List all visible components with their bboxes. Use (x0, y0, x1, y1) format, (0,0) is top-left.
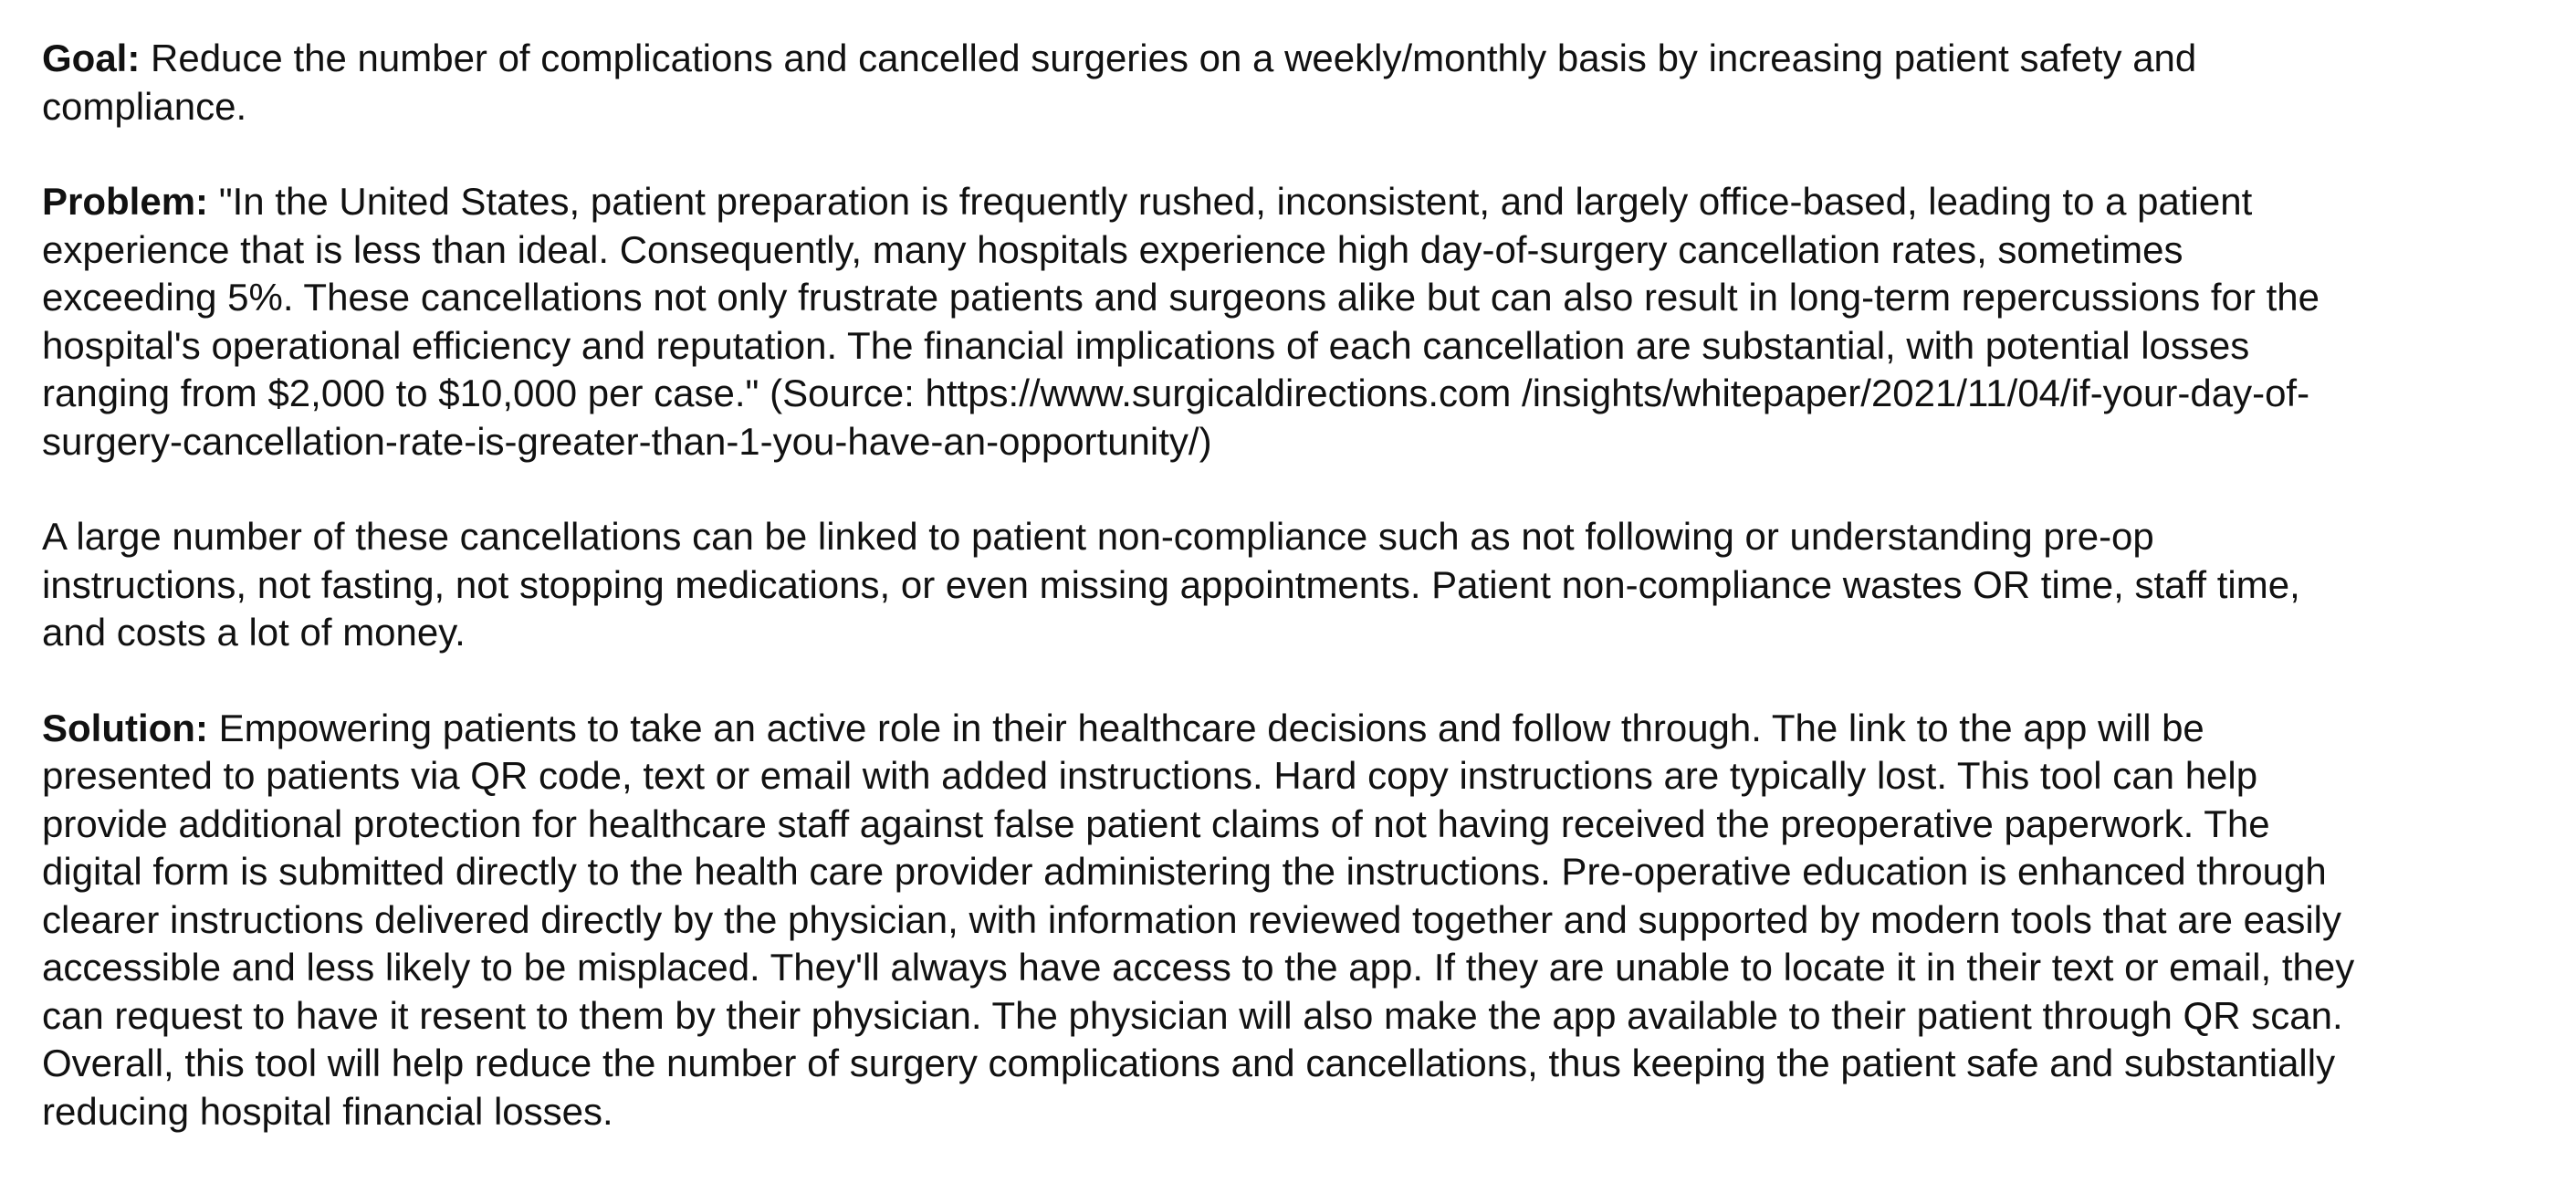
problem-text: "In the United States, patient preparation is frequently rushed, inconsistent, and largely office-based, leading to a patient experience that is less than ideal. Consequently, many hospitals experience high day-of-surgery cancellation rates, sometimes exceeding 5%. These cancellations not only frustrate patients and surgeons alike but can also result in long-term repercussions for the hospital's operational efficiency and reputation. The financial implications of each cancellation are substantial, with potential losses ranging from $2,000 to $10,000 per case." (Source: https://www.surgicaldirections.com /insights/whitepaper/2021/11/04/if-your-day-of- surgery-cancellation-rate-is-greater-than-1-you-have-an-opportunity/) (42, 180, 2319, 463)
goal-text: Reduce the number of complications and cancelled surgeries on a weekly/monthly basis by increasing patient safety and compliance. (42, 37, 2197, 128)
noncompliance-text: A large number of these cancellations can be linked to patient non-compliance such as not following or understanding pre-op instructions, not fasting, not stopping medications, or even missing appointments. Patient non-compliance wastes OR time, staff time, and costs a lot of money. (42, 515, 2300, 654)
problem-paragraph (42, 178, 2561, 466)
document-body (42, 35, 2561, 1183)
solution-text: Empowering patients to take an active role in their healthcare decisions and follow through. The link to the app will be presented to patients via QR code, text or email with added instructions. Hard copy instructions are typically lost. This tool can help provide additional protection for healthcare staff against false patient claims of not having received the preoperative paperwork. The digital form is submitted directly to the health care provider administering the instructions. Pre-operative education is enhanced through clearer instructions delivered directly by the physician, with information reviewed together and supported by modern tools that are easily accessible and less likely to be misplaced. They'll always have access to the app. If they are unable to locate it in their text or email, they can request to have it resent to them by their physician. The physician will also make the app available to their patient through QR scan. Overall, this tool will help reduce the number of surgery complications and cancellations, thus keeping the patient safe and substantially reducing hospital financial losses. (42, 706, 2355, 1133)
noncompliance-paragraph (42, 513, 2561, 657)
solution-label: Solution: (42, 706, 208, 749)
goal-paragraph (42, 35, 2561, 131)
solution-paragraph (42, 705, 2561, 1136)
goal-label: Goal: (42, 37, 141, 79)
problem-label: Problem: (42, 180, 209, 223)
